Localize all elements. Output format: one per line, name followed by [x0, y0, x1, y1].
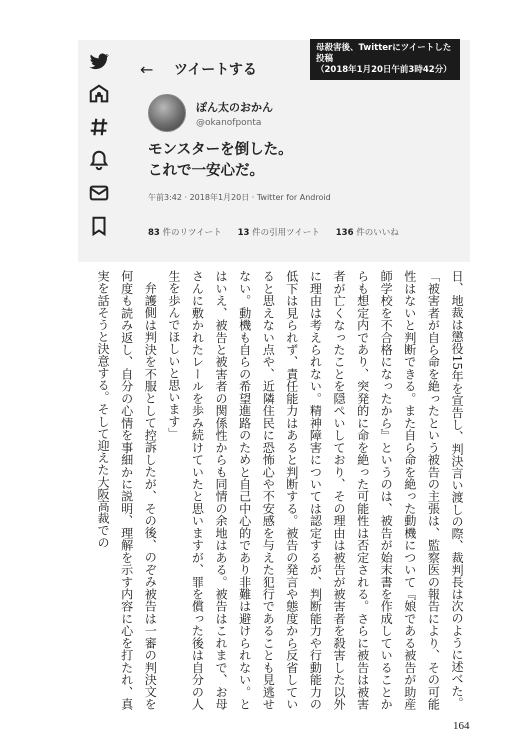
quote-label: 件の引用ツイート — [252, 228, 320, 238]
hashtag-icon — [88, 116, 110, 138]
tweet-text-line: これで一安心だ。 — [148, 163, 264, 179]
back-arrow-icon: ← — [140, 59, 154, 79]
body-text — [84, 270, 468, 710]
display-name: ぽん太のおかん — [196, 100, 273, 114]
page-number: 164 — [453, 720, 470, 732]
retweet-stat — [148, 226, 222, 238]
retweet-count: 83 — [148, 228, 160, 238]
paragraph: 「被害者が自ら命を絶ったという被告の主張は、監察医の報告により、その可能性はないと判断できる。また自ら命を絶った動機について『娘である被告が助産師学校を不合格になったから』というのは、被告が始末書を作成していることからも想定内であり、突発的に命を絶った可能性は否定される。さらに被告は被害者が亡くなったことを隠ぺいしており、その理由は被告が被害者を殺害した以外に理由は考えられない。精神障害については認定するが、判断能力や行動能力の低下は見られず、責任能力はあると判断する。被告の発言や態度から反省していると思えない点や、近隣住民に恐怖心や不安感を与えた犯行であることも見逃せない。動機も自らの希望進路のためと自己中心的であり非難は避けられない。とはいえ、被告と被害者の関係性からも同情の余地はある。被告はこれまで、お母さんに敷かれたレールを歩み続けていたと思いますが、罪を償った後は自分の人生を歩んでほしいと思います」 — [166, 270, 441, 710]
like-label: 件のいいね — [356, 228, 399, 238]
tweet-nav-rail — [88, 50, 110, 248]
tweet-text — [148, 140, 293, 182]
caption-line: 母殺害後、Twitterにツイートした投稿 — [316, 43, 452, 64]
quote-count: 13 — [237, 228, 250, 238]
caption-line: （2018年1月20日午前3時42分） — [316, 65, 452, 75]
mail-icon — [88, 182, 110, 204]
avatar — [148, 94, 186, 132]
paragraph: 日、地裁は懲役15年を宣告し、判決言い渡しの際、裁判長は次のように述べた。 — [450, 270, 464, 709]
quote-stat — [238, 226, 320, 238]
retweet-label: 件のリツイート — [162, 228, 222, 238]
notification-bell-icon — [88, 149, 110, 171]
home-icon — [88, 83, 110, 105]
tweet-header — [140, 58, 257, 80]
bookmark-icon — [88, 215, 110, 237]
twitter-bird-icon — [88, 50, 110, 72]
tweet-text-line: モンスターを倒した。 — [148, 142, 293, 158]
user-handle: @okanofponta — [196, 117, 262, 128]
screenshot-caption — [310, 39, 460, 80]
tweet-author — [148, 94, 273, 132]
tweet-timestamp: 午前3:42 · 2018年1月20日 · Twitter for Android — [148, 193, 331, 202]
tweet-stats — [148, 226, 399, 238]
like-stat — [336, 226, 399, 238]
tweet-header-title: ツイートする — [174, 62, 257, 78]
like-count: 136 — [335, 228, 354, 238]
paragraph: 弁護側は判決を不服として控訴したが、その後、のぞみ被告は一審の判決文を何度も読み返し、自分の心情を事細かに説明、理解を示す内容に心を打たれ、真実を話そうと決意する。そして迎えた大阪高裁での — [96, 270, 158, 710]
tweet-screenshot — [78, 40, 470, 262]
